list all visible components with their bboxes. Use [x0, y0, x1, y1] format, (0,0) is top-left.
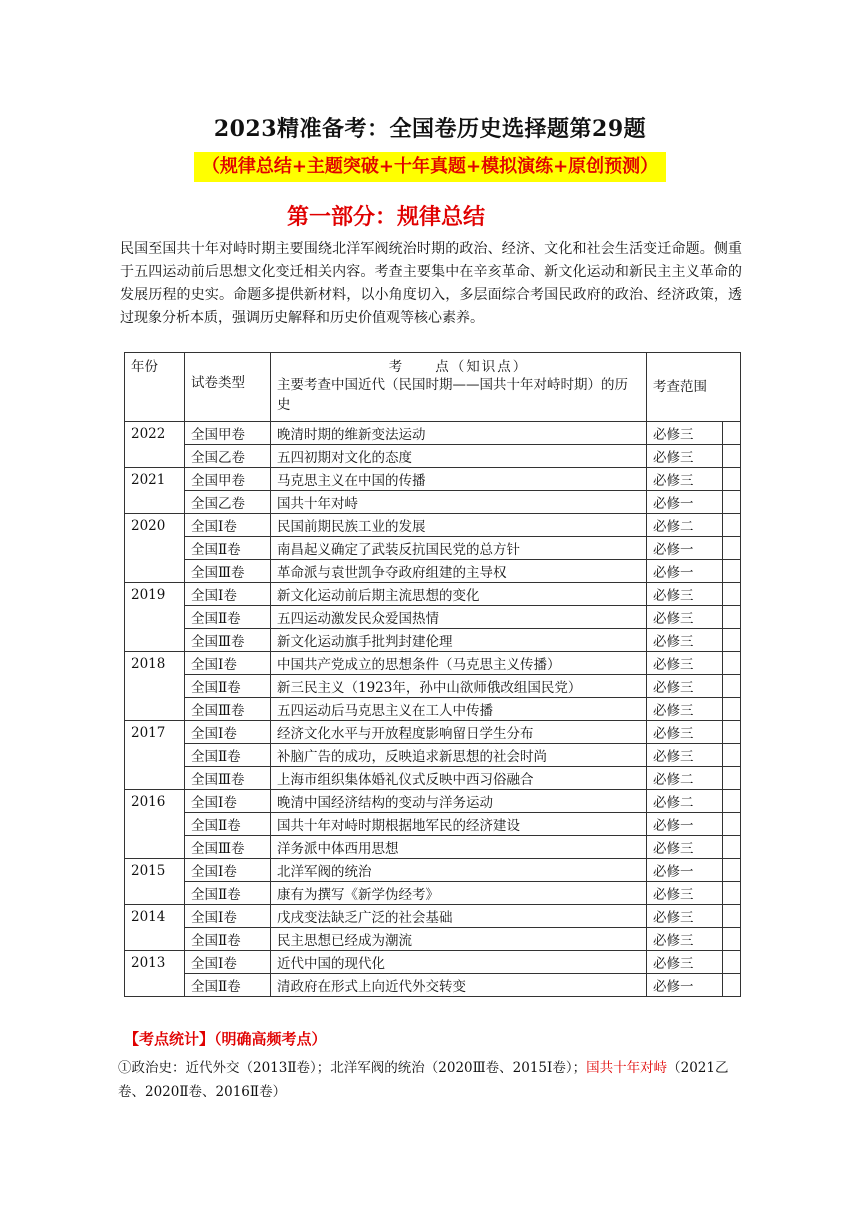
blank-cell [723, 629, 741, 652]
exam-point-cell: 革命派与袁世凯争夺政府组建的主导权 [271, 560, 647, 583]
exam-point-cell: 新三民主义（1923年，孙中山欲师俄改组国民党） [271, 675, 647, 698]
blank-cell [723, 537, 741, 560]
scope-cell: 必修二 [647, 790, 723, 813]
year-cell: 2022 [125, 422, 185, 468]
exam-point-cell: 上海市组织集体婚礼仪式反映中西习俗融合 [271, 767, 647, 790]
exam-type-cell: 全国Ⅱ卷 [185, 744, 271, 767]
blank-cell [723, 928, 741, 951]
table-row [125, 813, 741, 836]
exam-point-cell: 新文化运动旗手批判封建伦理 [271, 629, 647, 652]
year-cell: 2020 [125, 514, 185, 583]
exam-type-cell: 全国Ⅰ卷 [185, 583, 271, 606]
header-point-title: 考 点（知识点） [388, 359, 529, 375]
table-row [125, 652, 741, 675]
table-row [125, 606, 741, 629]
exam-type-cell: 全国Ⅰ卷 [185, 652, 271, 675]
table-row [125, 422, 741, 445]
exam-type-cell: 全国Ⅲ卷 [185, 698, 271, 721]
stats-line-prefix: ①政治史：近代外交（2013Ⅱ卷）；北洋军阀的统治（2020Ⅲ卷、2015Ⅰ卷）； [118, 1060, 587, 1076]
blank-cell [723, 882, 741, 905]
exam-point-cell: 经济文化水平与开放程度影响留日学生分布 [271, 721, 647, 744]
scope-cell: 必修三 [647, 468, 723, 491]
table-row [125, 859, 741, 882]
scope-cell: 必修一 [647, 813, 723, 836]
exam-point-cell: 洋务派中体西用思想 [271, 836, 647, 859]
exam-point-cell: 国共十年对峙 [271, 491, 647, 514]
stats-heading: 【考点统计】（明确高频考点） [124, 1030, 327, 1048]
exam-point-cell: 近代中国的现代化 [271, 951, 647, 974]
scope-cell: 必修三 [647, 721, 723, 744]
blank-cell [723, 698, 741, 721]
header-scope: 考查范围 [647, 353, 741, 422]
header-year: 年份 [125, 353, 185, 422]
table-row [125, 468, 741, 491]
exam-point-cell: 戊戌变法缺乏广泛的社会基础 [271, 905, 647, 928]
exam-point-cell: 民主思想已经成为潮流 [271, 928, 647, 951]
exam-point-cell: 新文化运动前后期主流思想的变化 [271, 583, 647, 606]
stats-line-highlight: 国共十年对峙 [586, 1060, 668, 1076]
exam-type-cell: 全国乙卷 [185, 491, 271, 514]
exam-point-cell: 五四运动激发民众爱国热情 [271, 606, 647, 629]
exam-type-cell: 全国Ⅱ卷 [185, 537, 271, 560]
exam-type-cell: 全国Ⅰ卷 [185, 790, 271, 813]
table-row [125, 974, 741, 997]
exam-type-cell: 全国Ⅱ卷 [185, 606, 271, 629]
exam-type-cell: 全国Ⅱ卷 [185, 675, 271, 698]
year-cell: 2015 [125, 859, 185, 905]
scope-cell: 必修一 [647, 491, 723, 514]
blank-cell [723, 905, 741, 928]
exam-point-cell: 晚清时期的维新变法运动 [271, 422, 647, 445]
scope-cell: 必修三 [647, 606, 723, 629]
exam-point-cell: 五四运动后马克思主义在工人中传播 [271, 698, 647, 721]
table-row [125, 537, 741, 560]
exam-point-cell: 国共十年对峙时期根据地军民的经济建设 [271, 813, 647, 836]
blank-cell [723, 859, 741, 882]
blank-cell [723, 767, 741, 790]
year-cell: 2013 [125, 951, 185, 997]
exam-point-cell: 民国前期民族工业的发展 [271, 514, 647, 537]
exam-type-cell: 全国Ⅲ卷 [185, 629, 271, 652]
exam-type-cell: 全国Ⅰ卷 [185, 859, 271, 882]
blank-cell [723, 583, 741, 606]
header-type: 试卷类型 [185, 353, 271, 422]
header-point [271, 353, 647, 422]
table-row [125, 951, 741, 974]
exam-type-cell: 全国甲卷 [185, 422, 271, 445]
table-row [125, 928, 741, 951]
exam-type-cell: 全国Ⅱ卷 [185, 928, 271, 951]
stats-line-suffix: （2021乙卷、2020Ⅱ卷、2016Ⅱ卷） [118, 1060, 729, 1100]
exam-point-cell: 北洋军阀的统治 [271, 859, 647, 882]
blank-cell [723, 652, 741, 675]
exam-type-cell: 全国Ⅲ卷 [185, 560, 271, 583]
exam-point-cell: 南昌起义确定了武装反抗国民党的总方针 [271, 537, 647, 560]
table-row [125, 514, 741, 537]
scope-cell: 必修一 [647, 859, 723, 882]
exam-point-cell: 中国共产党成立的思想条件（马克思主义传播） [271, 652, 647, 675]
exam-type-cell: 全国甲卷 [185, 468, 271, 491]
exam-point-cell: 晚清中国经济结构的变动与洋务运动 [271, 790, 647, 813]
blank-cell [723, 606, 741, 629]
blank-cell [723, 744, 741, 767]
table-row [125, 445, 741, 468]
exam-type-cell: 全国乙卷 [185, 445, 271, 468]
table-row [125, 790, 741, 813]
blank-cell [723, 721, 741, 744]
subtitle-wrap [0, 152, 860, 182]
table-row [125, 675, 741, 698]
scope-cell: 必修三 [647, 698, 723, 721]
scope-cell: 必修三 [647, 882, 723, 905]
exam-point-cell: 马克思主义在中国的传播 [271, 468, 647, 491]
scope-cell: 必修一 [647, 974, 723, 997]
table-row [125, 767, 741, 790]
exam-type-cell: 全国Ⅰ卷 [185, 951, 271, 974]
table-row [125, 583, 741, 606]
exam-type-cell: 全国Ⅱ卷 [185, 813, 271, 836]
year-cell: 2021 [125, 468, 185, 514]
blank-cell [723, 790, 741, 813]
scope-cell: 必修三 [647, 422, 723, 445]
scope-cell: 必修三 [647, 583, 723, 606]
exam-point-cell: 补脑广告的成功，反映追求新思想的社会时尚 [271, 744, 647, 767]
table-row [125, 491, 741, 514]
blank-cell [723, 445, 741, 468]
exam-type-cell: 全国Ⅰ卷 [185, 514, 271, 537]
table-row [125, 882, 741, 905]
section-heading: 第一部分：规律总结 [287, 204, 486, 230]
exam-type-cell: 全国Ⅱ卷 [185, 882, 271, 905]
exam-type-cell: 全国Ⅰ卷 [185, 721, 271, 744]
exam-type-cell: 全国Ⅲ卷 [185, 767, 271, 790]
stats-line [118, 1056, 744, 1104]
scope-cell: 必修三 [647, 836, 723, 859]
blank-cell [723, 974, 741, 997]
header-point-desc: 主要考查中国近代（民国时期——国共十年对峙时期）的历史 [277, 377, 628, 413]
scope-cell: 必修三 [647, 652, 723, 675]
year-cell: 2017 [125, 721, 185, 790]
year-cell: 2019 [125, 583, 185, 652]
scope-cell: 必修三 [647, 928, 723, 951]
blank-cell [723, 560, 741, 583]
exam-point-cell: 清政府在形式上向近代外交转变 [271, 974, 647, 997]
highlighted-subtitle: （规律总结+主题突破+十年真题+模拟演练+原创预测） [194, 152, 666, 182]
scope-cell: 必修三 [647, 629, 723, 652]
scope-cell: 必修三 [647, 675, 723, 698]
scope-cell: 必修一 [647, 537, 723, 560]
blank-cell [723, 813, 741, 836]
table-row [125, 560, 741, 583]
exam-points-table [124, 352, 741, 997]
table-row [125, 629, 741, 652]
scope-cell: 必修二 [647, 767, 723, 790]
blank-cell [723, 514, 741, 537]
blank-cell [723, 422, 741, 445]
year-cell: 2016 [125, 790, 185, 859]
exam-type-cell: 全国Ⅰ卷 [185, 905, 271, 928]
exam-point-cell: 康有为撰写《新学伪经考》 [271, 882, 647, 905]
year-cell: 2018 [125, 652, 185, 721]
intro-paragraph: 民国至国共十年对峙时期主要围绕北洋军阀统治时期的政治、经济、文化和社会生活变迁命题。侧重于五四运动前后思想文化变迁相关内容。考查主要集中在辛亥革命、新文化运动和新民主主义革命的发展历程的史实。命题多提供新材料，以小角度切入，多层面综合考国民政府的政治、经济政策，透过现象分析本质，强调历史解释和历史价值观等核心素养。 [120, 241, 742, 326]
scope-cell: 必修二 [647, 514, 723, 537]
scope-cell: 必修三 [647, 951, 723, 974]
scope-cell: 必修一 [647, 560, 723, 583]
blank-cell [723, 468, 741, 491]
scope-cell: 必修三 [647, 445, 723, 468]
table-header-row [125, 353, 741, 422]
table-row [125, 744, 741, 767]
table-row [125, 698, 741, 721]
blank-cell [723, 836, 741, 859]
scope-cell: 必修三 [647, 905, 723, 928]
table-row [125, 905, 741, 928]
exam-type-cell: 全国Ⅱ卷 [185, 974, 271, 997]
exam-point-cell: 五四初期对文化的态度 [271, 445, 647, 468]
blank-cell [723, 675, 741, 698]
table-row [125, 721, 741, 744]
table-row [125, 836, 741, 859]
scope-cell: 必修三 [647, 744, 723, 767]
year-cell: 2014 [125, 905, 185, 951]
exam-type-cell: 全国Ⅲ卷 [185, 836, 271, 859]
blank-cell [723, 491, 741, 514]
blank-cell [723, 951, 741, 974]
document-title: 2023精准备考：全国卷历史选择题第29题 [213, 116, 647, 142]
